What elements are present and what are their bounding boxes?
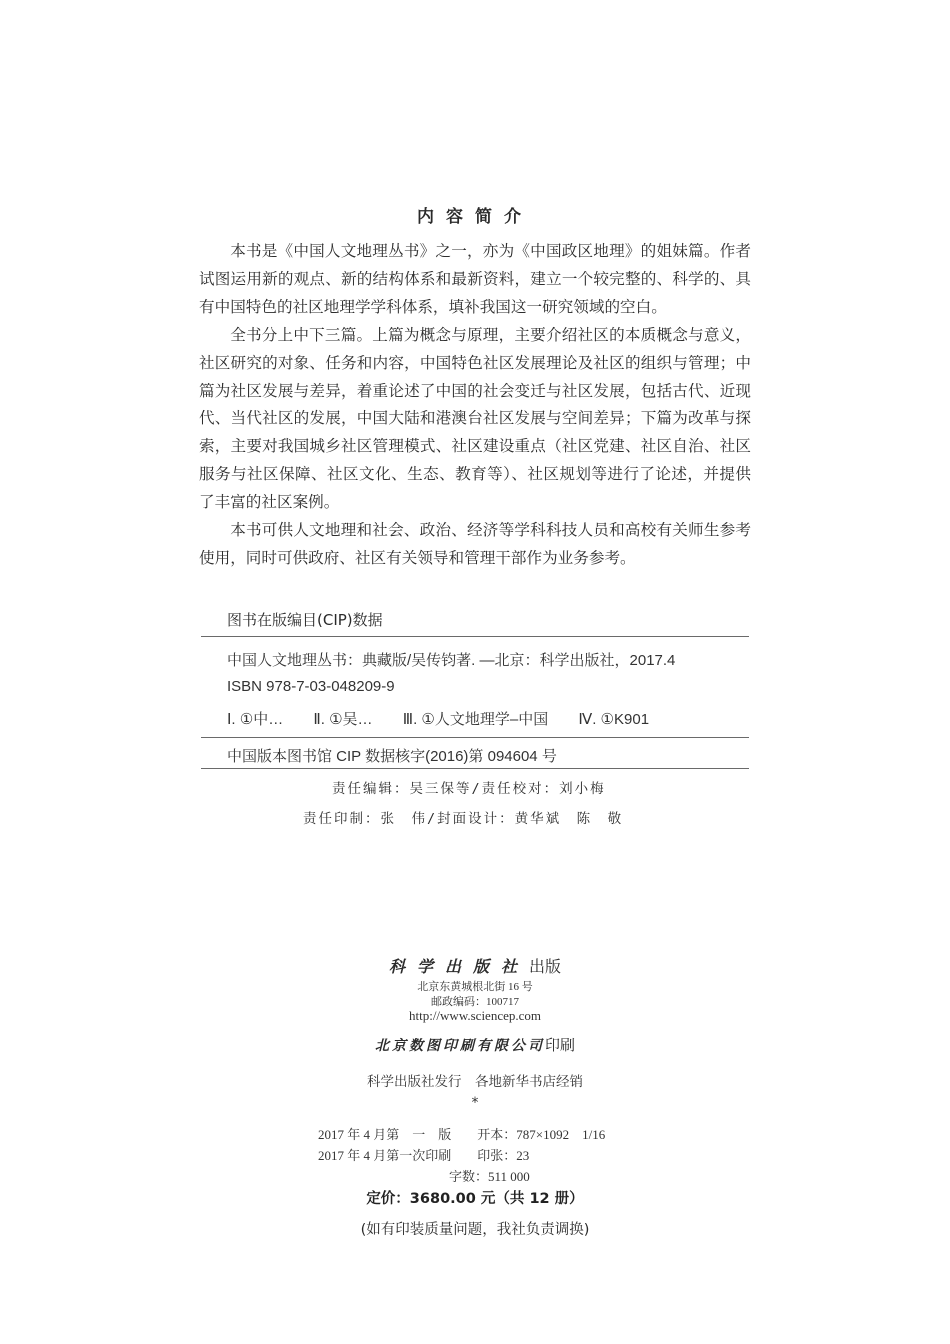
cip-middle-divider [201,737,749,738]
publisher-suffix: 出版 [529,957,562,976]
cip-class-item: Ⅲ. ①人文地理学–中国 [402,711,549,728]
cip-isbn: ISBN 978-7-03-048209-9 [227,678,395,695]
cip-catalog-line: 中国人文地理丛书：典藏版/吴传钧著. —北京：科学出版社，2017.4 [227,652,676,669]
publisher-url: http://www.sciencep.com [408,1008,541,1023]
publisher-line [0,954,950,977]
quality-notice: (如有印装质量问题，我社负责调换) [360,1222,590,1238]
cip-bottom-divider [201,768,749,769]
summary-paragraph: 全书分上中下三篇。上篇为概念与原理，主要介绍社区的本质概念与意义，社区研究的对象、任务和内容，中国特色社区发展理论及社区的组织与管理；中篇为社区发展与差异，着重论述了中国的社会变迁与社区发展，包括古代、近现代、当代社区的发展，中国大陆和港澳台社区发展与空间差异；下篇为改革与探索，主要对我国城乡社区管理模式、社区建设重点（社区党建、社区自治、社区服务与社区保障、社区文化、生态、教育等）、社区规划等进行了论述，并提供了丰富的社区案例。 [199,325,751,512]
summary-paragraph: 本书是《中国人文地理丛书》之一，亦为《中国政区地理》的姐妹篇。作者试图运用新的观点、新的结构体系和最新资料，建立一个较完整的、科学的、具有中国特色的社区地理学学科体系，填补我国这一研究领域的空白。 [199,242,751,316]
publisher-name: 科学出版社 [388,957,529,976]
cip-class-item: Ⅳ. ①K901 [578,711,650,728]
cip-classification [227,708,675,729]
printer-line [0,1034,950,1055]
separator-asterisk: * [471,1095,479,1111]
cip-class-item: Ⅱ. ①吴… [313,711,373,728]
editors-line-2: 责任印制：张 伟/封面设计：黄华斌 陈 敬 [303,811,624,827]
distribution-line: 科学出版社发行 各地新华书店经销 [367,1074,583,1090]
summary-paragraph: 本书可供人文地理和社会、政治、经济等学科科技人员和高校有关师生参考使用，同时可供政府、社区有关领导和管理干部作为业务参考。 [199,521,751,567]
word-count: 字数：511 000 [449,1169,530,1184]
edition-line: 2017 年 4 月第 一 版 开本：787×1092 1/16 [318,1127,606,1142]
cip-record: 中国版本图书馆 CIP 数据核字(2016)第 094604 号 [227,748,557,765]
cip-top-divider [201,636,749,637]
cip-class-item: Ⅰ. ①中… [227,711,284,728]
price: 定价：3680.00 元（共 12 册） [366,1191,584,1207]
publisher-address: 北京东黄城根北街 16 号 [417,981,533,993]
printer-name: 北京数图印刷有限公司 [374,1038,545,1054]
summary-body [199,238,751,573]
printer-suffix: 印刷 [544,1036,575,1054]
printing-line: 2017 年 4 月第一次印刷 印张：23 [318,1148,530,1163]
publisher-postcode: 邮政编码：100717 [431,996,519,1008]
cip-heading: 图书在版编目(CIP)数据 [227,611,383,629]
editors-line-1: 责任编辑：吴三保等/责任校对：刘小梅 [332,781,606,797]
summary-title: 内容简介 [417,207,533,227]
